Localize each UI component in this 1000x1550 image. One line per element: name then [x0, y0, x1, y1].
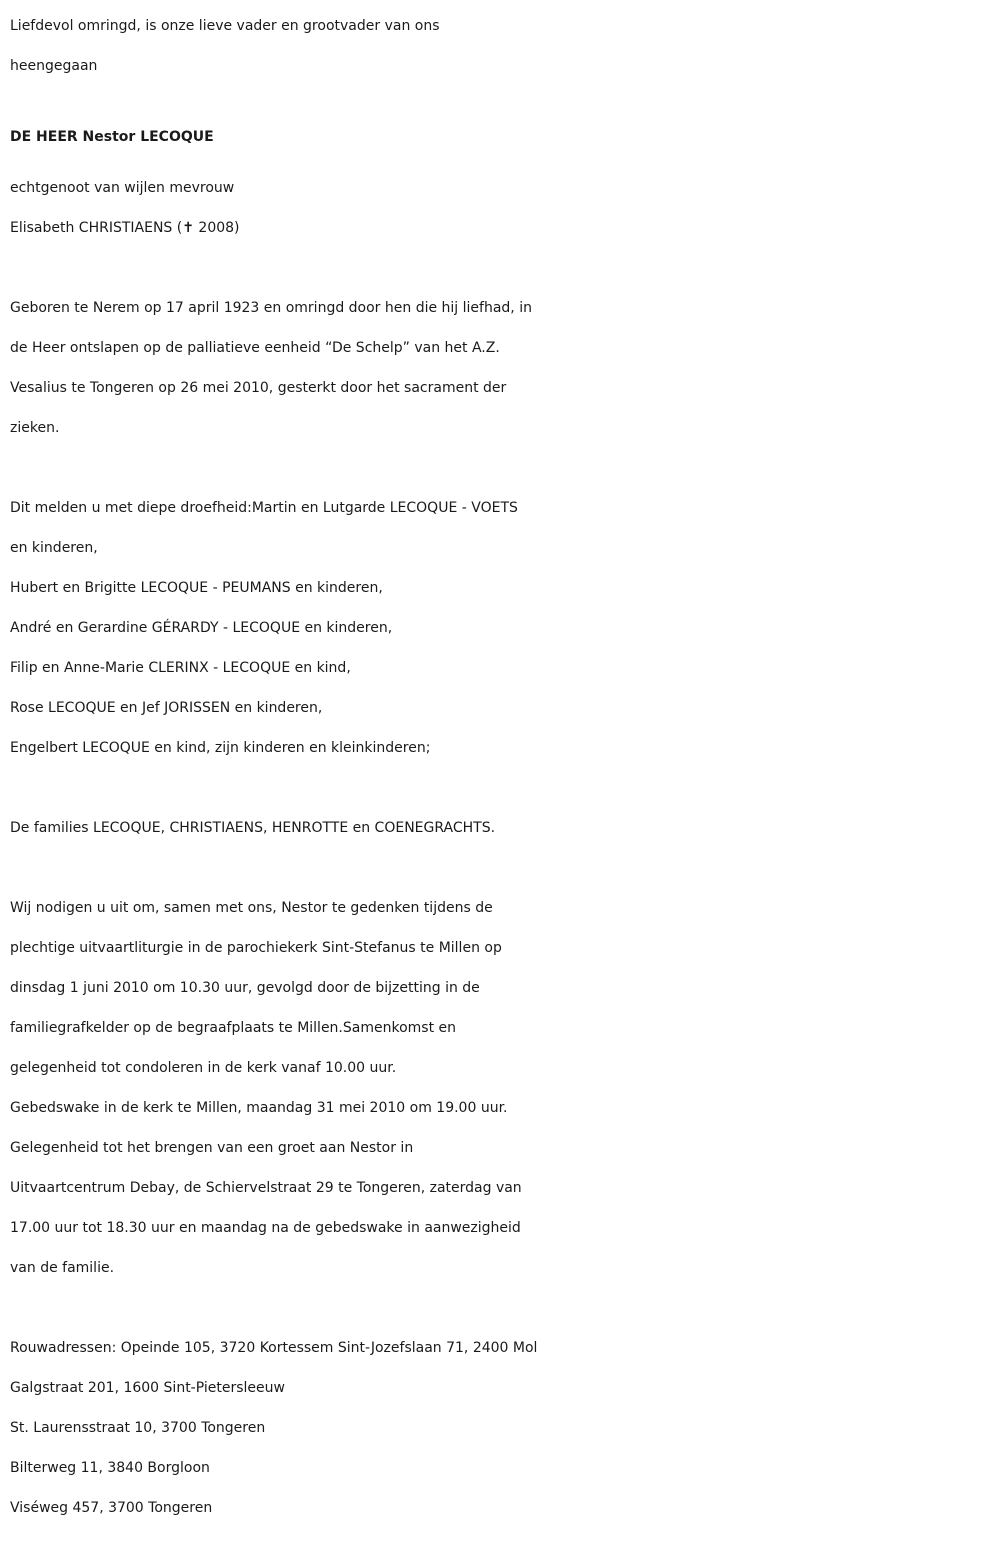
ceremony-paragraph	[10, 888, 1000, 1288]
spouse-paragraph	[10, 168, 1000, 248]
text-line: Geboren te Nerem op 17 april 1923 en omringd door hen die hij liefhad, in	[10, 300, 532, 316]
announcers-paragraph	[10, 488, 1000, 768]
text-line: Uitvaartcentrum Debay, de Schiervelstraat 29 te Tongeren, zaterdag van	[10, 1180, 522, 1196]
text-line: Filip en Anne-Marie CLERINX - LECOQUE en kind,	[10, 660, 351, 676]
text-line: plechtige uitvaartliturgie in de parochiekerk Sint-Stefanus te Millen op	[10, 940, 502, 956]
text-line: gelegenheid tot condoleren in de kerk vanaf 10.00 uur.	[10, 1060, 397, 1076]
spacer	[10, 248, 1000, 288]
families-paragraph	[10, 808, 1000, 848]
text-line: echtgenoot van wijlen mevrouw	[10, 180, 235, 196]
text-line: Hubert en Brigitte LECOQUE - PEUMANS en kinderen,	[10, 580, 383, 596]
text-line: Liefdevol omringd, is onze lieve vader en grootvader van ons	[10, 18, 440, 34]
text-line: 17.00 uur tot 18.30 uur en maandag na de gebedswake in aanwezigheid	[10, 1220, 521, 1236]
deceased-name: DE HEER Nestor LECOQUE	[10, 129, 214, 145]
spacer	[10, 448, 1000, 488]
text-line: André en Gerardine GÉRARDY - LECOQUE en kinderen,	[10, 620, 393, 636]
addresses-paragraph	[10, 1328, 1000, 1528]
spacer	[10, 768, 1000, 808]
text-line: familiegrafkelder op de begraafplaats te Millen.Samenkomst en	[10, 1020, 457, 1036]
text-line: Gebedswake in de kerk te Millen, maandag 31 mei 2010 om 19.00 uur.	[10, 1100, 508, 1116]
text-line: Gelegenheid tot het brengen van een groet aan Nestor in	[10, 1140, 414, 1156]
text-line: Elisabeth CHRISTIAENS (✝ 2008)	[10, 220, 240, 236]
text-line: De families LECOQUE, CHRISTIAENS, HENROTTE en COENEGRACHTS.	[10, 820, 496, 836]
text-line: Vesalius te Tongeren op 26 mei 2010, gesterkt door het sacrament der	[10, 380, 507, 396]
text-line: Viséweg 457, 3700 Tongeren	[10, 1500, 213, 1516]
text-line: en kinderen,	[10, 540, 98, 556]
text-line: de Heer ontslapen op de palliatieve eenheid “De Schelp” van het A.Z.	[10, 340, 500, 356]
text-line: Bilterweg 11, 3840 Borgloon	[10, 1460, 210, 1476]
text-line: Wij nodigen u uit om, samen met ons, Nestor te gedenken tijdens de	[10, 900, 493, 916]
text-line: van de familie.	[10, 1260, 115, 1276]
spacer	[10, 848, 1000, 888]
text-line: zieken.	[10, 420, 60, 436]
text-line: Dit melden u met diepe droefheid:Martin en Lutgarde LECOQUE - VOETS	[10, 500, 518, 516]
text-line: St. Laurensstraat 10, 3700 Tongeren	[10, 1420, 266, 1436]
birth-death-paragraph	[10, 288, 1000, 448]
text-line: Rose LECOQUE en Jef JORISSEN en kinderen,	[10, 700, 323, 716]
spacer	[10, 1288, 1000, 1328]
text-line: Engelbert LECOQUE en kind, zijn kinderen en kleinkinderen;	[10, 740, 431, 756]
intro-paragraph	[10, 6, 1000, 86]
text-line: Rouwadressen: Opeinde 105, 3720 Kortessem Sint-Jozefslaan 71, 2400 Mol	[10, 1340, 538, 1356]
text-line: dinsdag 1 juni 2010 om 10.30 uur, gevolgd door de bijzetting in de	[10, 980, 480, 996]
text-line: heengegaan	[10, 58, 98, 74]
text-line: Galgstraat 201, 1600 Sint-Pietersleeuw	[10, 1380, 285, 1396]
